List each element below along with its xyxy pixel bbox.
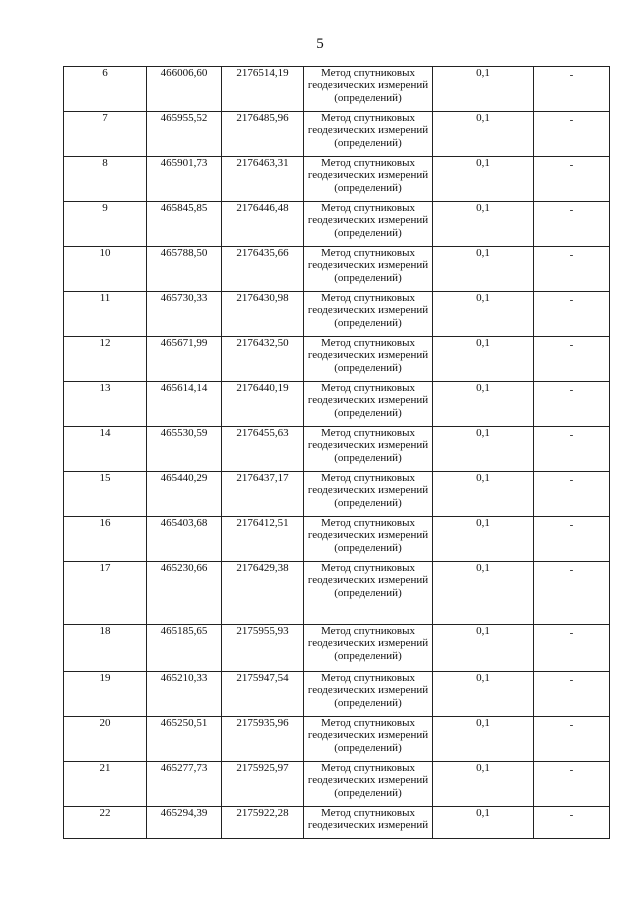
coordinate-y-cell: 2176455,63 bbox=[222, 427, 304, 472]
method-line: (определений) bbox=[334, 496, 402, 509]
point-number-cell: 21 bbox=[64, 762, 147, 807]
method-line: (определений) bbox=[334, 91, 402, 104]
method-cell bbox=[304, 562, 433, 625]
method-cell bbox=[304, 807, 433, 839]
coordinate-y-cell: 2176429,38 bbox=[222, 562, 304, 625]
method-cell bbox=[304, 67, 433, 112]
coordinate-x-cell: 465845,85 bbox=[147, 202, 222, 247]
method-line: (определений) bbox=[334, 451, 402, 464]
table-row bbox=[64, 67, 610, 112]
coordinate-x-cell: 465230,66 bbox=[147, 562, 222, 625]
accuracy-cell: 0,1 bbox=[433, 562, 534, 625]
coordinate-x-cell: 465440,29 bbox=[147, 472, 222, 517]
method-line: геодезических измерений bbox=[307, 259, 429, 272]
note-cell bbox=[534, 717, 610, 762]
method-line: (определений) bbox=[334, 361, 402, 374]
note-cell bbox=[534, 427, 610, 472]
note-cell bbox=[534, 517, 610, 562]
accuracy-cell: 0,1 bbox=[433, 625, 534, 672]
method-line: геодезических измерений bbox=[307, 394, 429, 407]
table-row bbox=[64, 807, 610, 839]
coordinate-x-cell: 465210,33 bbox=[147, 672, 222, 717]
method-line: геодезических измерений bbox=[307, 819, 429, 832]
method-cell bbox=[304, 292, 433, 337]
method-line: Метод спутниковых bbox=[321, 202, 415, 214]
table-row bbox=[64, 112, 610, 157]
coordinate-y-cell: 2176412,51 bbox=[222, 517, 304, 562]
point-number-cell: 16 bbox=[64, 517, 147, 562]
note-cell bbox=[534, 472, 610, 517]
point-number-cell: 8 bbox=[64, 157, 147, 202]
note-value: - bbox=[569, 114, 574, 126]
method-line: (определений) bbox=[334, 316, 402, 329]
note-cell bbox=[534, 202, 610, 247]
method-line: геодезических измерений bbox=[307, 729, 429, 742]
method-cell bbox=[304, 762, 433, 807]
accuracy-cell: 0,1 bbox=[433, 472, 534, 517]
method-cell bbox=[304, 157, 433, 202]
point-number-cell: 18 bbox=[64, 625, 147, 672]
note-cell bbox=[534, 247, 610, 292]
coordinate-y-cell: 2175955,93 bbox=[222, 625, 304, 672]
accuracy-cell: 0,1 bbox=[433, 157, 534, 202]
method-line: Метод спутниковых bbox=[321, 157, 415, 169]
method-line: Метод спутниковых bbox=[321, 717, 415, 729]
table-row bbox=[64, 337, 610, 382]
coordinate-y-cell: 2176430,98 bbox=[222, 292, 304, 337]
accuracy-cell: 0,1 bbox=[433, 382, 534, 427]
method-line: (определений) bbox=[334, 649, 402, 662]
method-line: Метод спутниковых bbox=[321, 67, 415, 79]
table-row bbox=[64, 717, 610, 762]
method-line: геодезических измерений bbox=[307, 684, 429, 697]
note-cell bbox=[534, 625, 610, 672]
table-row bbox=[64, 517, 610, 562]
coordinate-y-cell: 2175925,97 bbox=[222, 762, 304, 807]
note-value: - bbox=[569, 627, 574, 639]
method-line: геодезических измерений bbox=[307, 169, 429, 182]
note-value: - bbox=[569, 809, 574, 821]
method-cell bbox=[304, 717, 433, 762]
table-row bbox=[64, 157, 610, 202]
table-row bbox=[64, 672, 610, 717]
note-value: - bbox=[569, 564, 574, 576]
note-cell bbox=[534, 562, 610, 625]
method-line: (определений) bbox=[334, 271, 402, 284]
coordinate-y-cell: 2176437,17 bbox=[222, 472, 304, 517]
coordinate-y-cell: 2176485,96 bbox=[222, 112, 304, 157]
method-line: Метод спутниковых bbox=[321, 762, 415, 774]
method-cell bbox=[304, 382, 433, 427]
note-cell bbox=[534, 382, 610, 427]
note-cell bbox=[534, 807, 610, 839]
note-value: - bbox=[569, 674, 574, 686]
method-line: геодезических измерений bbox=[307, 304, 429, 317]
coordinate-y-cell: 2176440,19 bbox=[222, 382, 304, 427]
accuracy-cell: 0,1 bbox=[433, 672, 534, 717]
coordinate-x-cell: 465614,14 bbox=[147, 382, 222, 427]
table-row bbox=[64, 382, 610, 427]
method-line: (определений) bbox=[334, 696, 402, 709]
coordinate-y-cell: 2175922,28 bbox=[222, 807, 304, 839]
note-cell bbox=[534, 762, 610, 807]
point-number-cell: 13 bbox=[64, 382, 147, 427]
method-line: Метод спутниковых bbox=[321, 562, 415, 574]
method-line: Метод спутниковых bbox=[321, 382, 415, 394]
note-value: - bbox=[569, 159, 574, 171]
table-row bbox=[64, 247, 610, 292]
method-line: Метод спутниковых bbox=[321, 112, 415, 124]
note-value: - bbox=[569, 204, 574, 216]
point-number-cell: 19 bbox=[64, 672, 147, 717]
accuracy-cell: 0,1 bbox=[433, 202, 534, 247]
point-number-cell: 6 bbox=[64, 67, 147, 112]
coordinate-x-cell: 465788,50 bbox=[147, 247, 222, 292]
method-cell bbox=[304, 672, 433, 717]
method-line: Метод спутниковых bbox=[321, 807, 415, 819]
method-cell bbox=[304, 472, 433, 517]
table-row bbox=[64, 625, 610, 672]
note-cell bbox=[534, 112, 610, 157]
method-line: Метод спутниковых bbox=[321, 292, 415, 304]
coordinate-x-cell: 465730,33 bbox=[147, 292, 222, 337]
method-line: геодезических измерений bbox=[307, 214, 429, 227]
method-line: геодезических измерений bbox=[307, 349, 429, 362]
coordinate-x-cell: 465294,39 bbox=[147, 807, 222, 839]
method-cell bbox=[304, 337, 433, 382]
point-number-cell: 14 bbox=[64, 427, 147, 472]
method-line: (определений) bbox=[334, 136, 402, 149]
coordinate-y-cell: 2176432,50 bbox=[222, 337, 304, 382]
note-value: - bbox=[569, 519, 574, 531]
coordinate-x-cell: 465530,59 bbox=[147, 427, 222, 472]
point-number-cell: 9 bbox=[64, 202, 147, 247]
method-line: Метод спутниковых bbox=[321, 427, 415, 439]
note-value: - bbox=[569, 429, 574, 441]
method-cell bbox=[304, 517, 433, 562]
table-row bbox=[64, 472, 610, 517]
coordinate-x-cell: 465277,73 bbox=[147, 762, 222, 807]
coordinate-x-cell: 465671,99 bbox=[147, 337, 222, 382]
coordinates-table bbox=[63, 66, 610, 839]
coordinate-x-cell: 465403,68 bbox=[147, 517, 222, 562]
table-row bbox=[64, 427, 610, 472]
method-line: Метод спутниковых bbox=[321, 337, 415, 349]
method-cell bbox=[304, 112, 433, 157]
method-line: геодезических измерений bbox=[307, 774, 429, 787]
coordinates-table-body bbox=[64, 67, 610, 839]
note-value: - bbox=[569, 764, 574, 776]
coordinate-x-cell: 466006,60 bbox=[147, 67, 222, 112]
method-line: Метод спутниковых bbox=[321, 247, 415, 259]
method-line: геодезических измерений bbox=[307, 529, 429, 542]
point-number-cell: 10 bbox=[64, 247, 147, 292]
table-row bbox=[64, 202, 610, 247]
method-line: (определений) bbox=[334, 786, 402, 799]
method-line: Метод спутниковых bbox=[321, 517, 415, 529]
note-value: - bbox=[569, 294, 574, 306]
note-cell bbox=[534, 292, 610, 337]
coordinate-y-cell: 2176435,66 bbox=[222, 247, 304, 292]
point-number-cell: 17 bbox=[64, 562, 147, 625]
method-cell bbox=[304, 625, 433, 672]
coordinate-y-cell: 2176514,19 bbox=[222, 67, 304, 112]
method-line: геодезических измерений bbox=[307, 439, 429, 452]
accuracy-cell: 0,1 bbox=[433, 762, 534, 807]
note-value: - bbox=[569, 249, 574, 261]
coordinate-x-cell: 465185,65 bbox=[147, 625, 222, 672]
method-line: (определений) bbox=[334, 226, 402, 239]
point-number-cell: 15 bbox=[64, 472, 147, 517]
method-line: геодезических измерений bbox=[307, 124, 429, 137]
note-cell bbox=[534, 67, 610, 112]
method-line: (определений) bbox=[334, 406, 402, 419]
note-value: - bbox=[569, 69, 574, 81]
point-number-cell: 22 bbox=[64, 807, 147, 839]
point-number-cell: 7 bbox=[64, 112, 147, 157]
coordinate-y-cell: 2175947,54 bbox=[222, 672, 304, 717]
accuracy-cell: 0,1 bbox=[433, 247, 534, 292]
coordinate-x-cell: 465955,52 bbox=[147, 112, 222, 157]
note-value: - bbox=[569, 339, 574, 351]
point-number-cell: 20 bbox=[64, 717, 147, 762]
note-value: - bbox=[569, 474, 574, 486]
coordinate-x-cell: 465901,73 bbox=[147, 157, 222, 202]
note-value: - bbox=[569, 719, 574, 731]
table-row bbox=[64, 562, 610, 625]
method-line: Метод спутниковых bbox=[321, 625, 415, 637]
method-line: Метод спутниковых bbox=[321, 672, 415, 684]
point-number-cell: 11 bbox=[64, 292, 147, 337]
method-line: Метод спутниковых bbox=[321, 472, 415, 484]
accuracy-cell: 0,1 bbox=[433, 337, 534, 382]
accuracy-cell: 0,1 bbox=[433, 112, 534, 157]
note-cell bbox=[534, 337, 610, 382]
accuracy-cell: 0,1 bbox=[433, 717, 534, 762]
method-line: (определений) bbox=[334, 181, 402, 194]
coordinate-y-cell: 2176446,48 bbox=[222, 202, 304, 247]
method-cell bbox=[304, 247, 433, 292]
method-line: геодезических измерений bbox=[307, 79, 429, 92]
point-number-cell: 12 bbox=[64, 337, 147, 382]
method-cell bbox=[304, 427, 433, 472]
accuracy-cell: 0,1 bbox=[433, 427, 534, 472]
coordinate-y-cell: 2175935,96 bbox=[222, 717, 304, 762]
method-cell bbox=[304, 202, 433, 247]
note-value: - bbox=[569, 384, 574, 396]
method-line: (определений) bbox=[334, 541, 402, 554]
accuracy-cell: 0,1 bbox=[433, 807, 534, 839]
note-cell bbox=[534, 672, 610, 717]
coordinate-x-cell: 465250,51 bbox=[147, 717, 222, 762]
accuracy-cell: 0,1 bbox=[433, 67, 534, 112]
accuracy-cell: 0,1 bbox=[433, 517, 534, 562]
table-row bbox=[64, 762, 610, 807]
method-line: (определений) bbox=[334, 586, 402, 599]
accuracy-cell: 0,1 bbox=[433, 292, 534, 337]
method-line: геодезических измерений bbox=[307, 637, 429, 650]
method-line: геодезических измерений bbox=[307, 574, 429, 587]
method-line: (определений) bbox=[334, 741, 402, 754]
coordinate-y-cell: 2176463,31 bbox=[222, 157, 304, 202]
page-number: 5 bbox=[316, 36, 324, 52]
method-line: геодезических измерений bbox=[307, 484, 429, 497]
table-row bbox=[64, 292, 610, 337]
note-cell bbox=[534, 157, 610, 202]
